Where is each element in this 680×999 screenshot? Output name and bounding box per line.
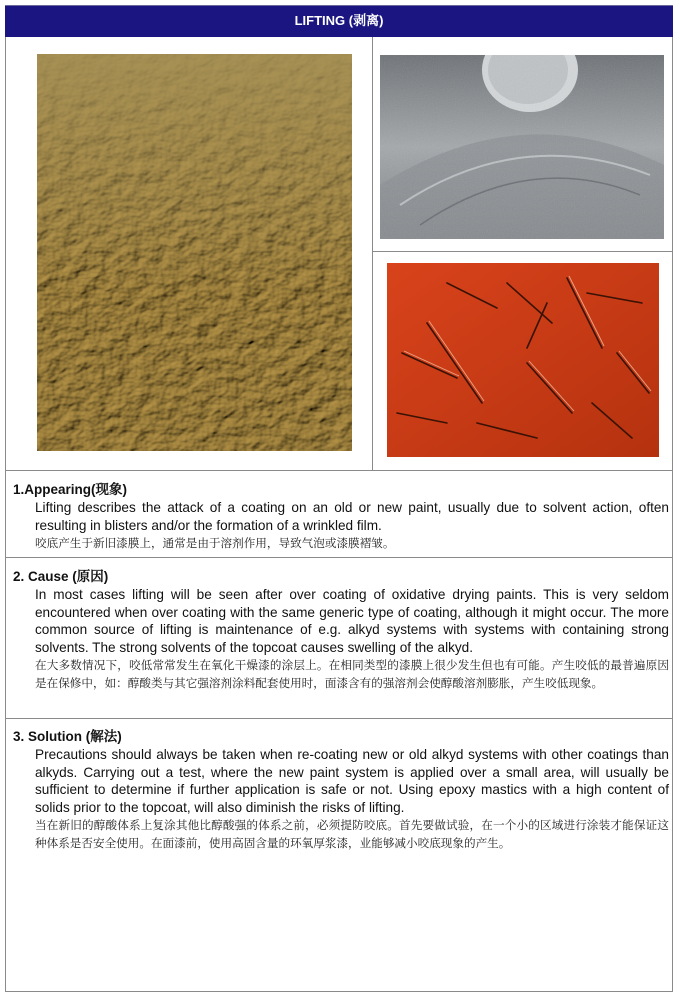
section-heading: 2. Cause (原因) bbox=[13, 569, 109, 584]
section-divider bbox=[5, 470, 673, 471]
section-heading: 3. Solution (解法) bbox=[13, 729, 122, 744]
pipe-interior-photo bbox=[380, 55, 664, 239]
section-text-en: Precautions should always be taken when re-coating new or old alkyd systems with other coatings than alkyds. Carrying out a test, where the new paint system is applied over a small area, will usually be sufficient to determine if further application is safe or not. Using epoxy mastics with a high content of solids prior to the topcoat, will also diminish the risks of lifting. bbox=[35, 747, 669, 815]
section-text-en: Lifting describes the attack of a coating on an old or new paint, usually due to solvent action, often resulting in blisters and/or the formation of a wrinkled film. bbox=[35, 500, 669, 533]
page-title: LIFTING (剥离) bbox=[5, 5, 673, 37]
image-divider bbox=[372, 37, 373, 470]
wrinkled-texture-photo bbox=[37, 54, 352, 451]
section-divider bbox=[5, 557, 673, 558]
red-coating-photo bbox=[387, 263, 659, 457]
section-cause bbox=[13, 568, 669, 692]
section-heading: 1.Appearing(现象) bbox=[13, 482, 128, 497]
section-text-cn: 在大多数情况下，咬低常常发生在氧化干燥漆的涂层上。在相同类型的漆膜上很少发生但也有可能。产生咬低的最普遍原因是在保修中，如：醇酸类与其它强溶剂涂料配套使用时，面漆含有的强溶剂会使醇酸溶剂膨胀，产生咬低现象。 bbox=[35, 658, 669, 691]
section-solution bbox=[13, 728, 669, 852]
section-appearing bbox=[13, 481, 669, 552]
image-divider-horizontal bbox=[373, 251, 673, 252]
section-text-cn: 当在新旧的醇酸体系上复涂其他比醇酸强的体系之前，必须提防咬底。首先要做试验，在一个小的区域进行涂装才能保证这种体系是否安全使用。在面漆前，使用高固含量的环氧厚浆漆，业能够减小咬底现象的产生。 bbox=[35, 818, 669, 851]
section-divider bbox=[5, 718, 673, 719]
section-text-cn: 咬底产生于新旧漆膜上，通常是由于溶剂作用，导致气泡或漆膜褶皱。 bbox=[35, 536, 395, 551]
section-text-en: In most cases lifting will be seen after over coating of oxidative drying paints. This is very seldom encountered when over coating with the same generic type of coating, although it might occur. The more common source of lifting is maintenance of e.g. alkyd systems with systems with containing strong solvents. The strong solvents of the topcoat causes swelling of the alkyd. bbox=[35, 587, 669, 655]
